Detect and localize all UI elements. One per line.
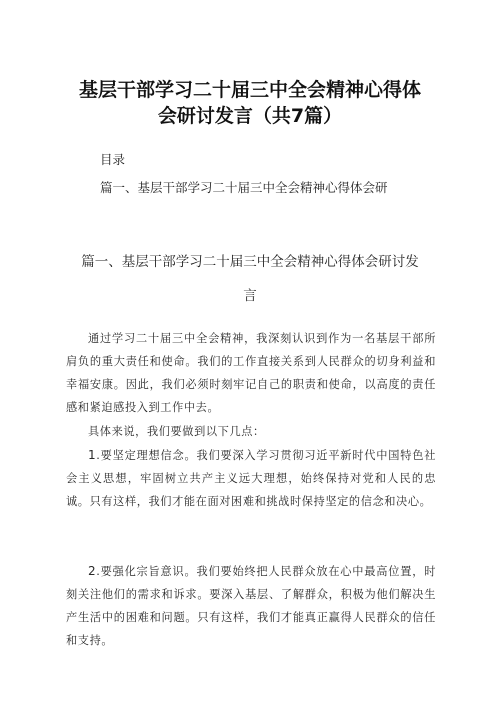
document-title-line-1: 基层干部学习二十届三中全会精神心得体: [78, 79, 421, 101]
document-title-line-2: 会研讨发言（共7篇）: [157, 105, 343, 127]
section-title-line-2: 言: [243, 288, 257, 304]
paragraph-point-1: [66, 444, 436, 513]
paragraph-intro: 通过学习二十届三中全会精神，我深刻认识到作为一名基层干部所肩负的重大责任和使命。我们的工作直接关系到人民群众的切身利益和幸福安康。因此，我们必须时刻牢记自己的职责和使命，以高度的责任感和紧迫感投入到工作中去。: [66, 332, 436, 414]
paragraph-point-2: [66, 560, 436, 652]
paragraph-point-1-text: .要坚定理想信念。我们要深入学习贯彻习近平新时代中国特色社会主义思想，牢固树立共产主义远大理想，始终保持对党和人民的忠诚。只有这样，我们才能在面对困难和挑战时保持坚定的信念和决心。: [66, 449, 436, 508]
list-number: 1: [88, 448, 97, 462]
paragraph-point-2-text: .要强化宗旨意识。我们要始终把人民群众放在心中最高位置，时刻关注他们的需求和诉求。要深入基层、了解群众，积极为他们解决生产生活中的困难和问题。只有这样，我们才能真正赢得人民群众的信任和支持。: [66, 565, 436, 647]
toc-item[interactable]: 篇一、基层干部学习二十届三中全会精神心得体会研: [100, 180, 388, 195]
list-number: 2: [88, 564, 97, 578]
paragraph-points-lead: 具体来说，我们要做到以下几点：: [88, 425, 265, 438]
section-title-line-1: 篇一、基层干部学习二十届三中全会精神心得体会研讨发: [81, 254, 419, 270]
toc-heading: 目录: [100, 152, 126, 167]
